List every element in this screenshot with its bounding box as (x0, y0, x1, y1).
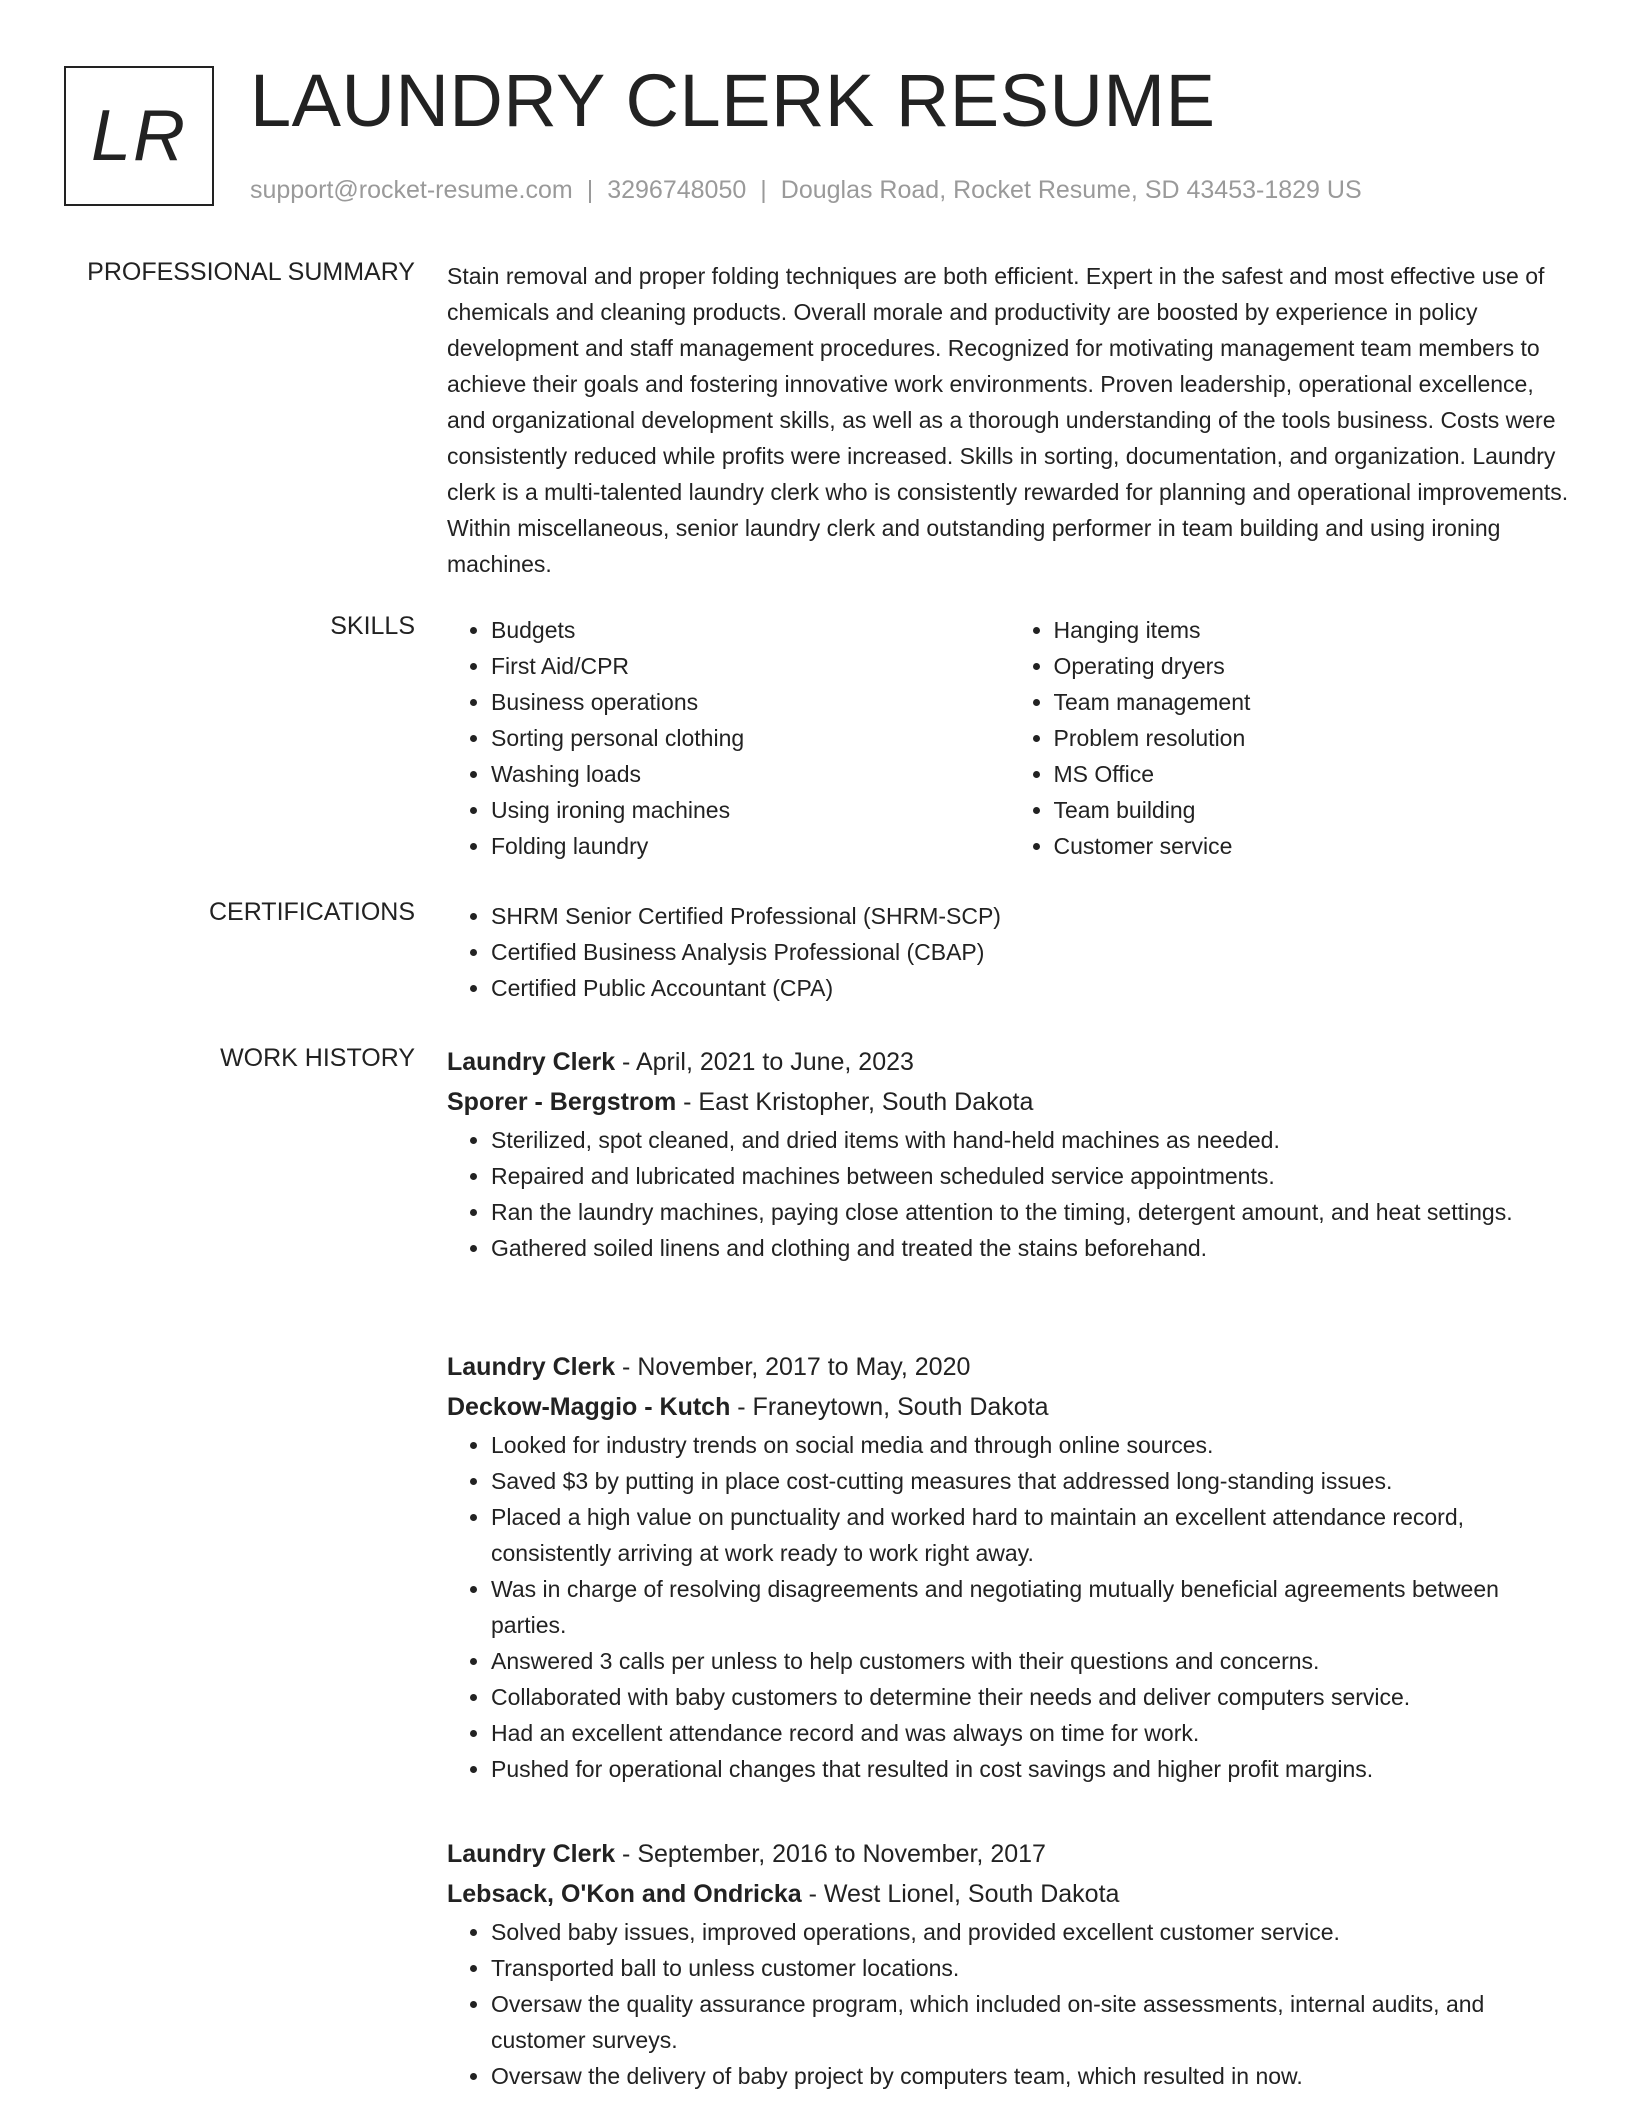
job-dates: - November, 2017 to May, 2020 (615, 1353, 971, 1381)
job-entry (447, 1042, 1572, 1266)
monogram-logo: LR (64, 66, 214, 206)
certifications-list (447, 898, 1572, 1006)
job-entry (447, 1347, 1572, 1787)
contact-phone[interactable]: 3296748050 (607, 176, 747, 204)
skills-list-right (1010, 612, 1573, 864)
certification-item: • SHRM Senior Certified Professional (SHRM-SCP) (491, 898, 1572, 934)
contact-line (250, 176, 1362, 205)
job-company-line (447, 1874, 1572, 1914)
job-bullet: • Sterilized, spot cleaned, and dried items with hand-held machines as needed. (491, 1122, 1572, 1158)
certifications-body (447, 898, 1572, 1006)
skill-item: • Operating dryers (1054, 648, 1573, 684)
job-dates: - September, 2016 to November, 2017 (615, 1840, 1046, 1868)
job-location: - West Lionel, South Dakota (801, 1880, 1120, 1908)
job-bullet: • Had an excellent attendance record and was always on time for work. (491, 1715, 1572, 1751)
contact-email[interactable]: support@rocket-resume.com (250, 176, 573, 204)
job-bullet: • Transported ball to unless customer locations. (491, 1950, 1572, 1986)
resume-header (64, 59, 1584, 211)
job-bullet: • Placed a high value on punctuality and worked hard to maintain an excellent attendance record, consistently arriving at work ready to work right away. (491, 1499, 1572, 1571)
skill-item: • Business operations (491, 684, 1010, 720)
job-company-line (447, 1387, 1572, 1427)
job-location: - East Kristopher, South Dakota (676, 1088, 1034, 1116)
job-bullet: • Ran the laundry machines, paying close attention to the timing, detergent amount, and heat settings. (491, 1194, 1572, 1230)
skill-item: • Budgets (491, 612, 1010, 648)
skill-item: • Washing loads (491, 756, 1010, 792)
contact-address: Douglas Road, Rocket Resume, SD 43453-1829 US (780, 176, 1362, 204)
summary-label: PROFESSIONAL SUMMARY (87, 258, 415, 286)
summary-text: Stain removal and proper folding techniques are both efficient. Expert in the safest and most effective use of chemicals and cleaning products. Overall morale and productivity are boosted by experience in policy development and staff management procedures. Recognized for motivating management team members to achieve their goals and fostering innovative work environments. Proven leadership, operational excellence, and organizational development skills, as well as a thorough understanding of the tools business. Costs were consistently reduced while profits were increased. Skills in sorting, documentation, and organization. Laundry clerk is a multi-talented laundry clerk who is consistently rewarded for planning and operational improvements. Within miscellaneous, senior laundry clerk and outstanding performer in team building and using ironing machines. (447, 263, 1569, 577)
contact-separator: | (760, 176, 767, 204)
job-bullet: • Looked for industry trends on social media and through online sources. (491, 1427, 1572, 1463)
resume-title: LAUNDRY CLERK RESUME (250, 59, 1216, 142)
skill-item: • Team management (1054, 684, 1573, 720)
skill-item: • Folding laundry (491, 828, 1010, 864)
job-bullet: • Answered 3 calls per unless to help customers with their questions and concerns. (491, 1643, 1572, 1679)
work-history-label: WORK HISTORY (220, 1044, 415, 1072)
skill-item: • First Aid/CPR (491, 648, 1010, 684)
job-company: Deckow-Maggio - Kutch (447, 1393, 731, 1421)
skill-item: • Sorting personal clothing (491, 720, 1010, 756)
job-title-line (447, 1347, 1572, 1387)
skills-body (447, 612, 1572, 864)
job-dates: - April, 2021 to June, 2023 (615, 1048, 914, 1076)
job-bullet: • Oversaw the delivery of baby project by computers team, which resulted in now. (491, 2058, 1572, 2094)
skill-item: • Problem resolution (1054, 720, 1573, 756)
job-company: Lebsack, O'Kon and Ondricka (447, 1880, 802, 1908)
certification-item: • Certified Public Accountant (CPA) (491, 970, 1572, 1006)
job-bullets (447, 1914, 1572, 2094)
job-company: Sporer - Bergstrom (447, 1088, 677, 1116)
skill-item: • MS Office (1054, 756, 1573, 792)
job-title-line (447, 1042, 1572, 1082)
job-bullet: • Gathered soiled linens and clothing and treated the stains beforehand. (491, 1230, 1572, 1266)
job-company-line (447, 1082, 1572, 1122)
skill-item: • Team building (1054, 792, 1573, 828)
job-bullet: • Oversaw the quality assurance program, which included on-site assessments, internal audits, and customer surveys. (491, 1986, 1572, 2058)
job-bullet: • Pushed for operational changes that resulted in cost savings and higher profit margins. (491, 1751, 1572, 1787)
job-bullet: • Repaired and lubricated machines between scheduled service appointments. (491, 1158, 1572, 1194)
job-location: - Franeytown, South Dakota (730, 1393, 1049, 1421)
job-title: Laundry Clerk (447, 1840, 616, 1868)
job-title: Laundry Clerk (447, 1048, 616, 1076)
skill-item: • Hanging items (1054, 612, 1573, 648)
skill-item: • Customer service (1054, 828, 1573, 864)
job-title-line (447, 1834, 1572, 1874)
skills-label: SKILLS (330, 612, 415, 640)
job-bullet: • Was in charge of resolving disagreements and negotiating mutually beneficial agreements between parties. (491, 1571, 1572, 1643)
job-entry (447, 1834, 1572, 2094)
contact-separator: | (586, 176, 594, 204)
job-bullet: • Solved baby issues, improved operations, and provided excellent customer service. (491, 1914, 1572, 1950)
job-title: Laundry Clerk (447, 1353, 616, 1381)
skill-item: • Using ironing machines (491, 792, 1010, 828)
job-bullets (447, 1122, 1572, 1266)
certification-item: • Certified Business Analysis Professional (CBAP) (491, 934, 1572, 970)
job-bullet: • Collaborated with baby customers to determine their needs and deliver computers service. (491, 1679, 1572, 1715)
job-bullet: • Saved $3 by putting in place cost-cutting measures that addressed long-standing issues. (491, 1463, 1572, 1499)
job-bullets (447, 1427, 1572, 1787)
skills-list-left (447, 612, 1010, 864)
certifications-label: CERTIFICATIONS (208, 898, 415, 926)
